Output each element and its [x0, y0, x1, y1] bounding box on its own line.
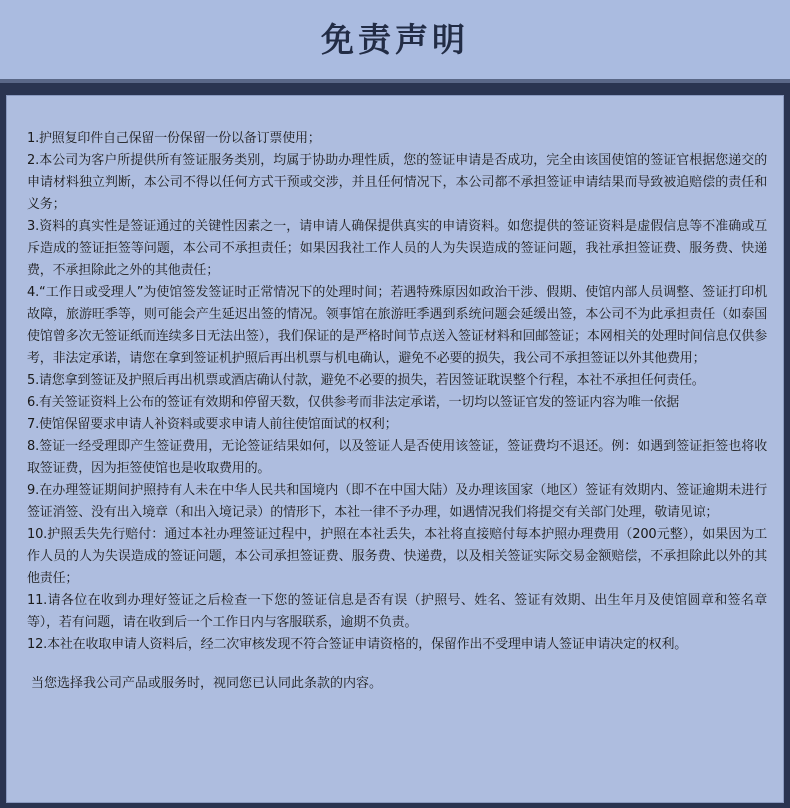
- clause-7: 7.使馆保留要求申请人补资料或要求申请人前往使馆面试的权利；: [27, 417, 398, 432]
- clause-4: 4.“工作日或受理人”为使馆签发签证时正常情况下的处理时间；若遇特殊原因如政治干涉、假期、使馆内部人员调整、签证打印机故障，旅游旺季等，则可能会产生延迟出签的情况。领事馆在旅游旺季遇到系统问题会延缓出签，本公司不为此承担责任（如泰国使馆曾多次无签证纸而连续多日无法出签），我们保证的是严格时间节点送入签证材料和回邮签证；本网相关的处理时间信息仅供参考，非法定承诺，请您在拿到签证机护照后再出机票与机电确认，避免不必要的损失，我公司不承担签证以外其他费用；: [27, 285, 767, 366]
- clause-2: 2.本公司为客户所提供所有签证服务类别，均属于协助办理性质，您的签证申请是否成功，完全由该国使馆的签证官根据您递交的申请材料独立判断，本公司不得以任何方式干预或交涉，并且任何情况下，本公司都不承担签证申请结果而导致被追赔偿的责任和义务；: [27, 153, 767, 212]
- title-banner: [0, 0, 790, 83]
- clause-11: 11.请各位在收到办理好签证之后检查一下您的签证信息是否有误（护照号、姓名、签证有效期、出生年月及使馆圆章和签名章等），若有问题，请在收到后一个工作日内与客服联系，逾期不负责。: [27, 593, 767, 630]
- clause-1: 1.护照复印件自己保留一份保留一份以备订票使用；: [27, 131, 321, 146]
- closing-statement: 当您选择我公司产品或服务时，视同您已认同此条款的内容。: [31, 676, 383, 691]
- disclaimer-content: [27, 128, 767, 695]
- disclaimer-panel: [6, 95, 784, 803]
- clause-6: 6.有关签证资料上公布的签证有效期和停留天数，仅供参考而非法定承诺，一切均以签证官发的签证内容为唯一依据: [27, 395, 680, 410]
- clause-5: 5.请您拿到签证及护照后再出机票或酒店确认付款，避免不必要的损失，若因签证耽误整个行程，本社不承担任何责任。: [27, 373, 705, 388]
- clause-3: 3.资料的真实性是签证通过的关键性因素之一，请申请人确保提供真实的申请资料。如您提供的签证资料是虚假信息等不准确或互斥造成的签证拒签等问题，本公司不承担责任；如果因我社工作人员的人为失误造成的签证问题，我社承担签证费、服务费、快递费，不承担除此之外的其他责任；: [27, 219, 767, 278]
- clause-10: 10.护照丢失先行赔付：通过本社办理签证过程中，护照在本社丢失，本社将直接赔付每本护照办理费用（200元整），如果因为工作人员的人为失误造成的签证问题，本公司承担签证费、服务费、快递费，以及相关签证实际交易金额赔偿，不承担除此以外的其他责任；: [27, 527, 767, 586]
- clause-12: 12.本社在收取申请人资料后，经二次审核发现不符合签证申请资格的，保留作出不受理申请人签证申请决定的权利。: [27, 637, 688, 652]
- page-title: 免责声明: [321, 20, 469, 59]
- clause-9: 9.在办理签证期间护照持有人未在中华人民共和国境内（即不在中国大陆）及办理该国家（地区）签证有效期内、签证逾期未进行签证消签、没有出入境章（和出入境记录）的情形下，本社一律不予办理，如遇情况我们将提交有关部门处理，敬请见谅；: [27, 483, 767, 520]
- clause-8: 8.签证一经受理即产生签证费用，无论签证结果如何，以及签证人是否使用该签证，签证费均不退还。例：如遇到签证拒签也将收取签证费，因为拒签使馆也是收取费用的。: [27, 439, 767, 476]
